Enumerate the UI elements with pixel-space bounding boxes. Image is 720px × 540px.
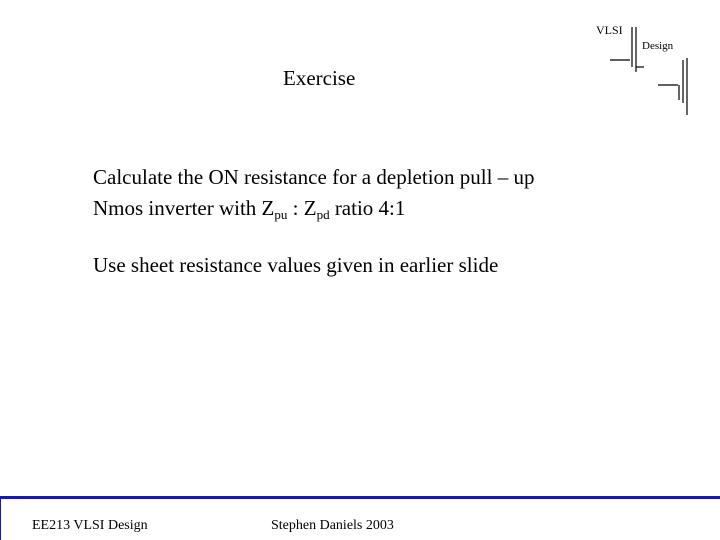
line2-post: ratio 4:1 — [329, 196, 406, 220]
logo-vlsi-text: VLSI — [596, 23, 623, 37]
line2-pre: Nmos inverter with Z — [93, 196, 275, 220]
body-line-3: Use sheet resistance values given in earlier slide — [93, 253, 499, 277]
subscript-pu: pu — [274, 207, 288, 222]
body-line-2 — [93, 196, 405, 221]
slide-title: Exercise — [283, 66, 356, 90]
logo-design-text: Design — [642, 40, 674, 52]
footer-bar — [0, 496, 720, 540]
subscript-pd: pd — [316, 207, 330, 222]
footer-course: EE213 VLSI Design — [32, 518, 148, 533]
line2-mid: : Z — [287, 196, 317, 220]
body-line-1: Calculate the ON resistance for a depletion pull – up — [93, 165, 535, 189]
footer-author: Stephen Daniels 2003 — [271, 518, 394, 533]
